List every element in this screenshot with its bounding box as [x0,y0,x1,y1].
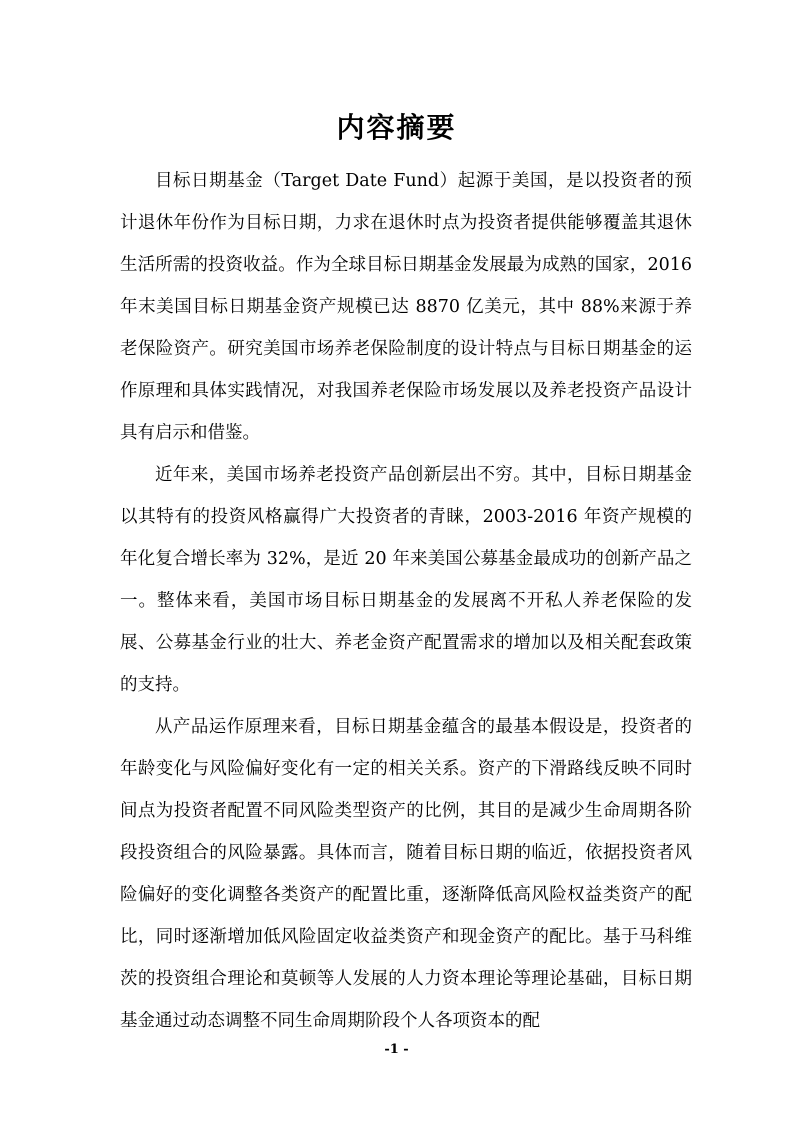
paragraph-2: 近年来，美国市场养老投资产品创新层出不穷。其中，目标日期基金以其特有的投资风格赢得广大投资者的青睐，2003-2016 年资产规模的年化复合增长率为 32%，是近 20 年来美国公募基金最成功的创新产品之一。整体来看，美国市场目标日期基金的发展离不开私人养老保险的发展、公募基金行业的壮大、养老金资产配置需求的增加以及相关配套政策的支持。 [120,465,692,695]
page-number: -1 - [384,1042,409,1057]
paragraph-3: 从产品运作原理来看，目标日期基金蕴含的最基本假设是，投资者的年龄变化与风险偏好变化有一定的相关关系。资产的下滑路线反映不同时间点为投资者配置不同风险类型资产的比例，其目的是减少生命周期各阶段投资组合的风险暴露。具体而言，随着目标日期的临近，依据投资者风险偏好的变化调整各类资产的配置比重，逐渐降低高风险权益类资产的配比，同时逐渐增加低风险固定收益类资产和现金资产的配比。基于马科维茨的投资组合理论和莫顿等人发展的人力资本理论等理论基础，目标日期基金通过动态调整不同生命周期阶段个人各项资本的配 [120,717,692,1031]
body-text [120,160,692,1042]
page-title: 内容摘要 [336,111,457,144]
paragraph-1: 目标日期基金（Target Date Fund）起源于美国，是以投资者的预计退休年份作为目标日期，力求在退休时点为投资者提供能够覆盖其退休生活所需的投资收益。作为全球目标日期基金发展最为成熟的国家，2016年末美国目标日期基金资产规模已达 8870 亿美元，其中 88%来源于养老保险资产。研究美国市场养老保险制度的设计特点与目标日期基金的运作原理和具体实践情况，对我国养老保险市场发展以及养老投资产品设计具有启示和借鉴。 [120,171,692,443]
